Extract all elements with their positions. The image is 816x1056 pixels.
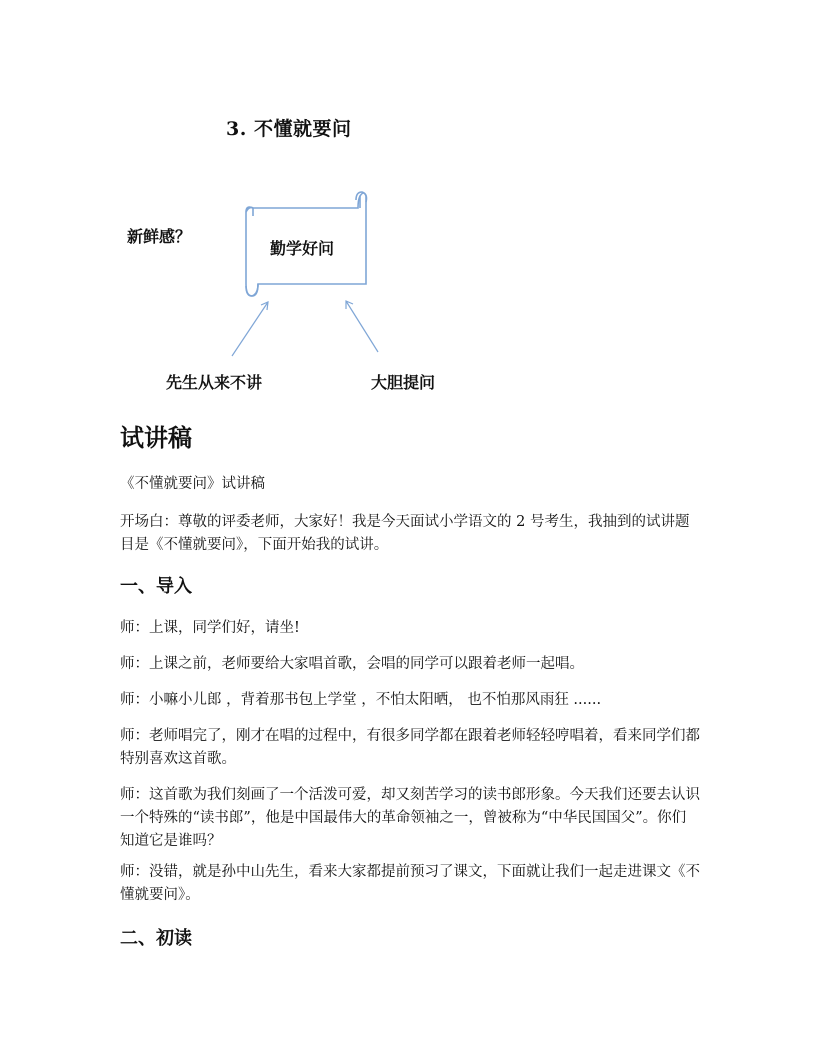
arrow-left xyxy=(232,302,268,356)
paragraph-6: 师：没错，就是孙中山先生，看来大家都提前预习了课文，下面就让我们一起走进课文《不懂就要问》。 xyxy=(120,864,700,903)
paragraph-4: 师：老师唱完了，刚才在唱的过程中，有很多同学都在跟着老师轻轻哼唱着，看来同学们都特别喜欢这首歌。 xyxy=(120,728,700,767)
doc-subtitle: 《不懂就要问》试讲稿 xyxy=(120,476,265,492)
label-bottom-left: 先生从来不讲 xyxy=(166,373,263,392)
paragraph-2: 师：上课之前，老师要给大家唱首歌，会唱的同学可以跟着老师一起唱。 xyxy=(120,656,584,672)
page-heading: 试讲稿 xyxy=(120,424,192,452)
board-diagram xyxy=(0,0,816,420)
scroll-text: 勤学好问 xyxy=(270,239,335,258)
opening-paragraph: 开场白：尊敬的评委老师，大家好！我是今天面试小学语文的 2 号考生，我抽到的试讲题目是《不懂就要问》，下面开始我的试讲。 xyxy=(120,514,690,553)
paragraph-1: 师：上课，同学们好，请坐! xyxy=(120,620,300,636)
board-title: 3. 不懂就要问 xyxy=(226,118,352,140)
paragraph-5: 师：这首歌为我们刻画了一个活泼可爱，却又刻苦学习的读书郎形象。今天我们还要去认识一个特殊的“读书郎”，他是中国最伟大的革命领袖之一，曾被称为“中华民国国父”。你们知道它是谁吗？ xyxy=(120,787,700,849)
section-heading-intro: 一、导入 xyxy=(120,576,192,597)
section-heading-first-read: 二、初读 xyxy=(120,928,192,949)
arrow-right xyxy=(346,301,378,352)
paragraph-3: 师：小嘛小儿郎 ，背着那书包上学堂 ，不怕太阳晒， 也不怕那风雨狂 ...... xyxy=(120,692,602,708)
label-bottom-right: 大胆提问 xyxy=(371,373,436,392)
label-novelty: 新鲜感？ xyxy=(127,227,192,246)
